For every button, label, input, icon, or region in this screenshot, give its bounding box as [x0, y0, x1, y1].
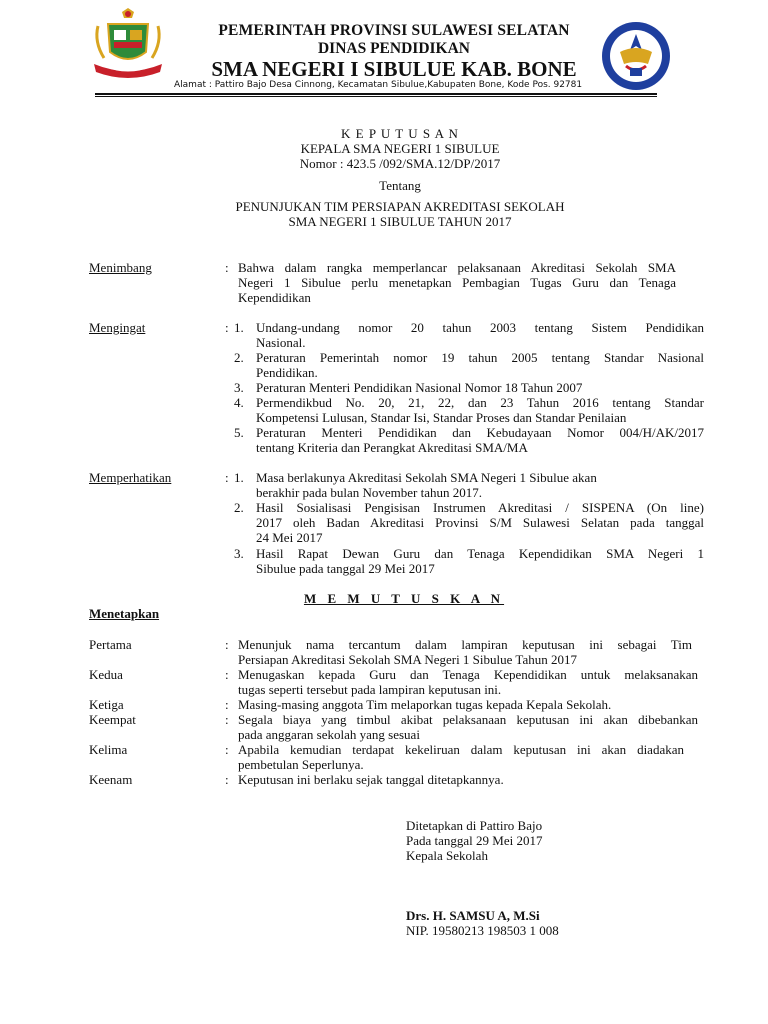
menetapkan-item-label: Pertama — [89, 637, 132, 652]
mengingat-item-number: 3. — [234, 380, 244, 395]
issuer-title: KEPALA SMA NEGERI 1 SIBULUE — [300, 141, 500, 156]
menetapkan-label: Menetapkan — [89, 606, 160, 621]
memperhatikan-item-line: 2017 oleh Badan Akreditasi Provinsi S/M Sulawesi Selatan pada tanggal — [256, 515, 704, 530]
header-divider-thin — [95, 96, 657, 97]
mengingat-item-number: 2. — [234, 350, 244, 365]
mengingat-item-line: Pendidikan. — [256, 365, 318, 380]
mengingat-colon: : — [225, 320, 229, 335]
memperhatikan-item-line: Hasil Sosialisasi Pengisisan Instrumen Akreditasi / SISPENA (On line) — [256, 500, 704, 515]
menetapkan-item-line: tugas seperti tersebut pada lampiran keputusan ini. — [238, 682, 502, 697]
mengingat-item-line: Permendikbud No. 20, 21, 22, dan 23 Tahun 2016 tentang Standar — [256, 395, 704, 410]
tut-wuri-handayani-logo — [600, 20, 672, 92]
menetapkan-item-line: pembetulan Seperlunya. — [238, 757, 364, 772]
menetapkan-item-line: Masing-masing anggota Tim melaporkan tugas kepada Kepala Sekolah. — [238, 697, 612, 712]
menetapkan-item-line: Menunjuk nama tercantum dalam lampiran keputusan ini sebagai Tim — [238, 637, 692, 652]
memperhatikan-item-number: 2. — [234, 500, 244, 515]
doc-type-title: K E P U T U S A N — [341, 126, 459, 141]
memperhatikan-item-line: Sibulue pada tanggal 29 Mei 2017 — [256, 561, 435, 576]
header-divider — [95, 93, 657, 95]
menetapkan-item-line: Persiapan Akreditasi Sekolah SMA Negeri 1 Sibulue Tahun 2017 — [238, 652, 577, 667]
menimbang-colon: : — [225, 260, 229, 275]
mengingat-item-number: 5. — [234, 425, 244, 440]
memperhatikan-item-line: Masa berlakunya Akreditasi Sekolah SMA Negeri 1 Sibulue akan — [256, 470, 597, 485]
mengingat-item-line: Peraturan Menteri Pendidikan dan Kebudayaan Nomor 004/H/AK/2017 — [256, 425, 704, 440]
menetapkan-item-label: Keenam — [89, 772, 133, 787]
mengingat-item-line: Undang-undang nomor 20 tahun 2003 tentang Sistem Pendidikan — [256, 320, 704, 335]
menetapkan-item-line: Segala biaya yang timbul akibat pelaksanaan keputusan ini akan dibebankan — [238, 712, 698, 727]
memperhatikan-item-line: berakhir pada bulan November tahun 2017. — [256, 485, 482, 500]
memperhatikan-label: Memperhatikan — [89, 470, 172, 485]
header-government-line: PEMERINTAH PROVINSI SULAWESI SELATAN — [218, 22, 570, 39]
mengingat-item-line: Kompetensi Lulusan, Standar Isi, Standar Proses dan Standar Penilaian — [256, 410, 627, 425]
mengingat-item-number: 1. — [234, 320, 244, 335]
menetapkan-item-line: Menugaskan kepada Guru dan Tenaga Kependidikan untuk melaksanakan — [238, 667, 698, 682]
header-school-name: SMA NEGERI I SIBULUE KAB. BONE — [211, 57, 577, 81]
menetapkan-colon: : — [225, 637, 229, 652]
memperhatikan-item-number: 1. — [234, 470, 244, 485]
signature-date: Pada tanggal 29 Mei 2017 — [406, 833, 543, 848]
header-department-line: DINAS PENDIDIKAN — [317, 40, 470, 57]
menimbang-text-2: Negeri 1 Sibulue perlu menetapkan Pembagian Tugas Guru dan Tenaga — [238, 275, 676, 290]
decree-number: Nomor : 423.5 /092/SMA.12/DP/2017 — [299, 156, 501, 171]
memutuskan-heading: M E M U T U S K A N — [303, 591, 505, 606]
mengingat-item-line: Peraturan Menteri Pendidikan Nasional Nomor 18 Tahun 2007 — [256, 380, 583, 395]
menimbang-text-1: Bahwa dalam rangka memperlancar pelaksanaan Akreditasi Sekolah SMA — [238, 260, 676, 275]
mengingat-item-number: 4. — [234, 395, 244, 410]
menetapkan-item-label: Kelima — [89, 742, 128, 757]
menetapkan-item-line: pada anggaran sekolah yang sesuai — [238, 727, 420, 742]
signature-role: Kepala Sekolah — [406, 848, 488, 863]
memperhatikan-colon: : — [225, 470, 229, 485]
tentang-label: Tentang — [379, 178, 421, 193]
signatory-name: Drs. H. SAMSU A, M.Si — [406, 908, 540, 923]
menimbang-text-3: Kependidikan — [238, 290, 311, 305]
menetapkan-item-line: Apabila kemudian terdapat kekeliruan dalam keputusan ini akan diadakan — [238, 742, 684, 757]
memperhatikan-item-line: Hasil Rapat Dewan Guru dan Tenaga Kependidikan SMA Negeri 1 — [256, 546, 704, 561]
menetapkan-item-label: Kedua — [89, 667, 123, 682]
mengingat-item-line: Peraturan Pemerintah nomor 19 tahun 2005 tentang Standar Nasional — [256, 350, 704, 365]
memperhatikan-item-line: 24 Mei 2017 — [256, 530, 323, 545]
signature-place: Ditetapkan di Pattiro Bajo — [406, 818, 543, 833]
signatory-nip: NIP. 19580213 198503 1 008 — [406, 923, 559, 938]
mengingat-item-line: tentang Kriteria dan Perangkat Akreditasi SMA/MA — [256, 440, 528, 455]
menetapkan-colon: : — [225, 712, 229, 727]
menetapkan-colon: : — [225, 697, 229, 712]
header-address: Alamat : Pattiro Bajo Desa Cinnong, Kecamatan Sibulue,Kabupaten Bone, Kode Pos. 92781 — [174, 80, 583, 90]
mengingat-item-line: Nasional. — [256, 335, 306, 350]
menetapkan-item-label: Keempat — [89, 712, 136, 727]
menetapkan-item-line: Keputusan ini berlaku sejak tanggal ditetapkannya. — [238, 772, 504, 787]
menetapkan-colon: : — [225, 742, 229, 757]
subject-line-2: SMA NEGERI 1 SIBULUE TAHUN 2017 — [288, 214, 512, 229]
menetapkan-item-label: Ketiga — [89, 697, 124, 712]
menetapkan-colon: : — [225, 667, 229, 682]
menimbang-label: Menimbang — [89, 260, 152, 275]
menetapkan-colon: : — [225, 772, 229, 787]
mengingat-label: Mengingat — [89, 320, 146, 335]
subject-line-1: PENUNJUKAN TIM PERSIAPAN AKREDITASI SEKOLAH — [235, 199, 565, 214]
memperhatikan-item-number: 3. — [234, 546, 244, 561]
